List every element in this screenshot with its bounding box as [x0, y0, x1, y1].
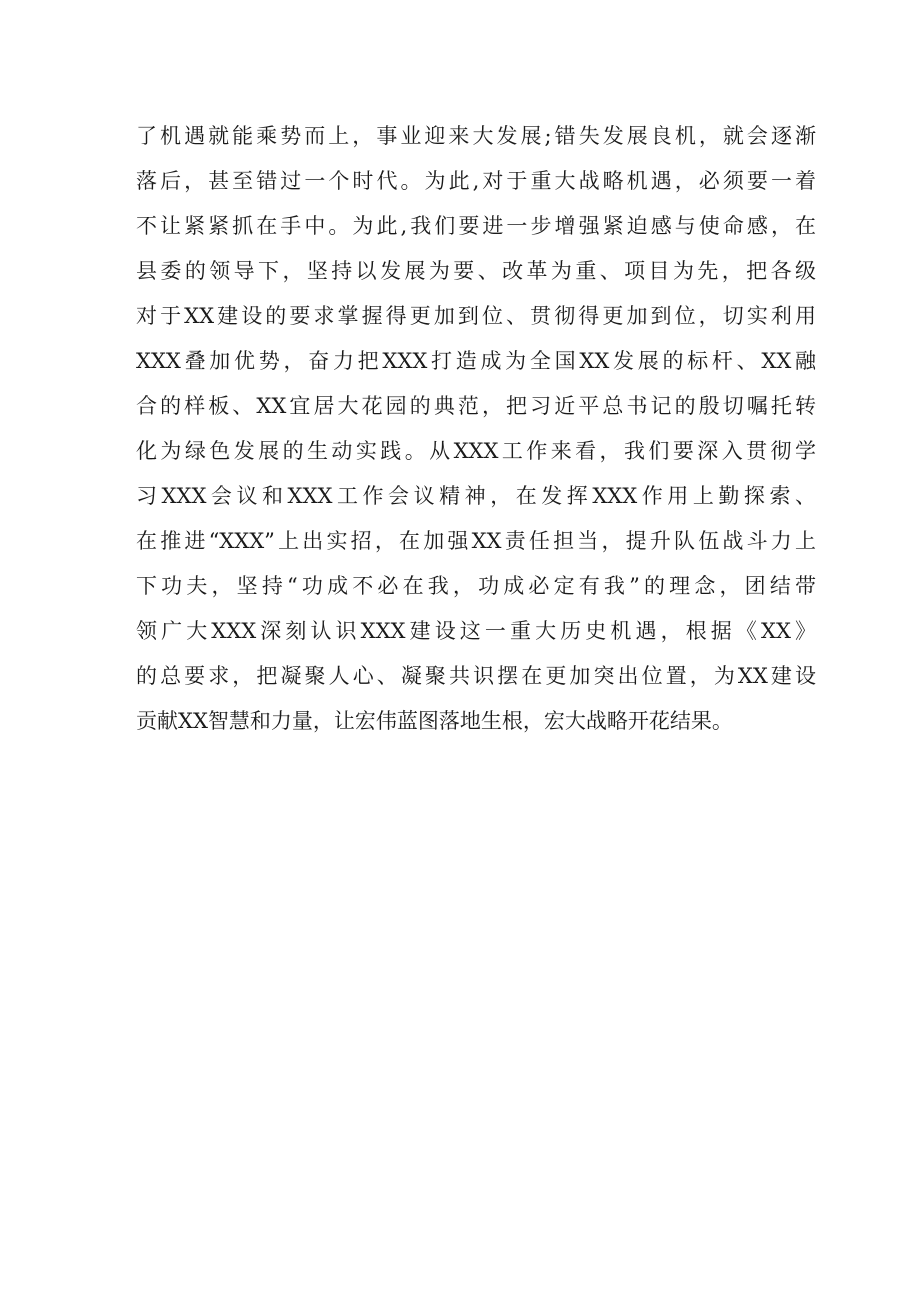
text-line: 落后，甚至错过一个时代。为此,对于重大战略机遇，必须要一着: [136, 169, 816, 193]
text-line: 对于XX建设的要求掌握得更加到位、贯彻得更加到位，切实利用: [136, 304, 816, 328]
body-paragraph: [136, 114, 816, 744]
text-line: 化为绿色发展的生动实践。从XXX工作来看，我们要深入贯彻学: [136, 439, 816, 463]
text-line: 领广大XXX深刻认识XXX建设这一重大历史机遇，根据《XX》: [136, 619, 816, 643]
text-line: 贡献XX智慧和力量，让宏伟蓝图落地生根，宏大战略开花结果。: [136, 709, 733, 733]
text-line: 了机遇就能乘势而上，事业迎来大发展;错失发展良机，就会逐渐: [136, 124, 816, 148]
text-line: 下功夫，坚持“功成不必在我，功成必定有我”的理念，团结带: [136, 574, 816, 598]
text-line: 在推进“XXX”上出实招，在加强XX责任担当，提升队伍战斗力上: [136, 529, 816, 553]
text-line: 合的样板、XX宜居大花园的典范，把习近平总书记的殷切嘱托转: [136, 394, 816, 418]
text-line: 的总要求，把凝聚人心、凝聚共识摆在更加突出位置，为XX建设: [136, 664, 816, 688]
text-line: 不让紧紧抓在手中。为此,我们要进一步增强紧迫感与使命感，在: [136, 214, 816, 238]
text-line: 县委的领导下，坚持以发展为要、改革为重、项目为先，把各级: [136, 259, 816, 283]
text-line: XXX叠加优势，奋力把XXX打造成为全国XX发展的标杆、XX融: [136, 349, 817, 373]
text-line: 习XXX会议和XXX工作会议精神，在发挥XXX作用上勤探索、: [136, 484, 816, 508]
